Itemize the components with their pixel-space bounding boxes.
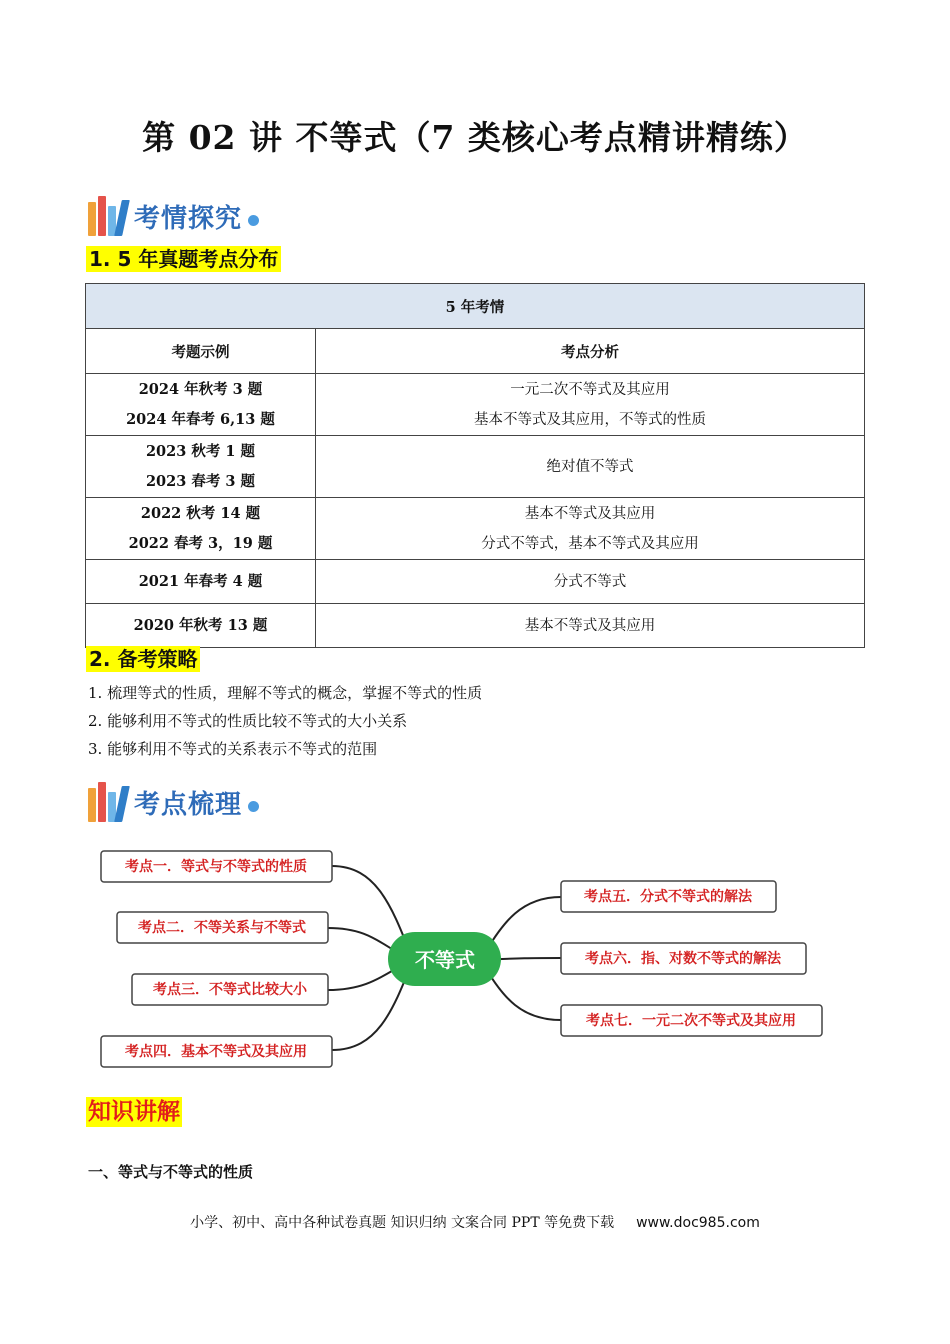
question-ref: 2022 春考 3，19 题 <box>128 534 273 552</box>
section-banner-exam-analysis <box>88 192 259 240</box>
footer-url-link[interactable]: www.doc985.com <box>636 1215 760 1231</box>
mind-map-diagram <box>88 840 848 1080</box>
banner-title: 考情探究 <box>134 203 243 234</box>
mind-node-label: 考点六．指、对数不等式的解法 <box>585 951 781 967</box>
table-header: 5 年考情 <box>86 284 865 329</box>
dot-icon <box>248 801 259 812</box>
analysis-text: 基本不等式及其应用，不等式的性质 <box>474 411 706 428</box>
question-ref: 2021 年春考 4 题 <box>138 572 263 590</box>
question-ref: 2024 年秋考 3 题 <box>138 380 263 398</box>
table-row <box>86 560 865 604</box>
mind-node-label: 考点三．不等式比较大小 <box>153 982 307 998</box>
column-header-analysis: 考点分析 <box>316 329 865 374</box>
table-row <box>86 374 865 436</box>
question-ref: 2023 春考 3 题 <box>145 472 256 490</box>
heading-strategy: 2. 备考策略 <box>86 646 200 672</box>
heading-five-year-distribution: 1. 5 年真题考点分布 <box>86 246 281 272</box>
table-row <box>86 436 865 498</box>
analysis-text: 绝对值不等式 <box>546 458 634 475</box>
subsection-title: 一、等式与不等式的性质 <box>88 1163 254 1181</box>
page-footer <box>0 1212 950 1232</box>
strategy-item: 1. 梳理等式的性质，理解不等式的概念，掌握不等式的性质 <box>88 684 483 702</box>
question-ref: 2022 秋考 14 题 <box>140 504 261 522</box>
mind-node-label: 考点一．等式与不等式的性质 <box>125 859 307 875</box>
banner-title: 考点梳理 <box>134 789 243 820</box>
strategy-item: 2. 能够利用不等式的性质比较不等式的大小关系 <box>88 712 408 730</box>
analysis-text: 一元二次不等式及其应用 <box>510 381 670 398</box>
books-icon <box>88 196 128 236</box>
table-row <box>86 498 865 560</box>
section-banner-key-points <box>88 778 259 826</box>
column-header-questions: 考题示例 <box>86 329 316 374</box>
analysis-text: 基本不等式及其应用 <box>524 617 656 634</box>
question-ref: 2020 年秋考 13 题 <box>133 616 268 634</box>
analysis-text: 分式不等式 <box>553 573 627 590</box>
mind-node-label: 考点七．一元二次不等式及其应用 <box>586 1013 796 1029</box>
mind-node-label: 考点五．分式不等式的解法 <box>584 889 752 905</box>
mind-node-label: 考点二．不等关系与不等式 <box>138 920 306 936</box>
books-icon <box>88 782 128 822</box>
mind-node-label: 考点四．基本不等式及其应用 <box>125 1044 307 1060</box>
strategy-item: 3. 能够利用不等式的关系表示不等式的范围 <box>88 740 378 758</box>
exam-distribution-table <box>85 283 865 648</box>
analysis-text: 基本不等式及其应用 <box>524 505 656 522</box>
question-ref: 2024 年春考 6,13 题 <box>126 410 275 428</box>
knowledge-heading: 知识讲解 <box>88 1099 180 1125</box>
footer-text: 小学、初中、高中各种试卷真题 知识归纳 文案合同 PPT 等免费下载 <box>190 1215 615 1231</box>
analysis-text: 分式不等式，基本不等式及其应用 <box>481 535 699 552</box>
mind-center-label: 不等式 <box>415 948 475 972</box>
question-ref: 2023 秋考 1 题 <box>145 442 256 460</box>
document-title: 第 02 讲 不等式（7 类核心考点精讲精练） <box>142 118 808 157</box>
dot-icon <box>248 215 259 226</box>
table-row <box>86 604 865 648</box>
